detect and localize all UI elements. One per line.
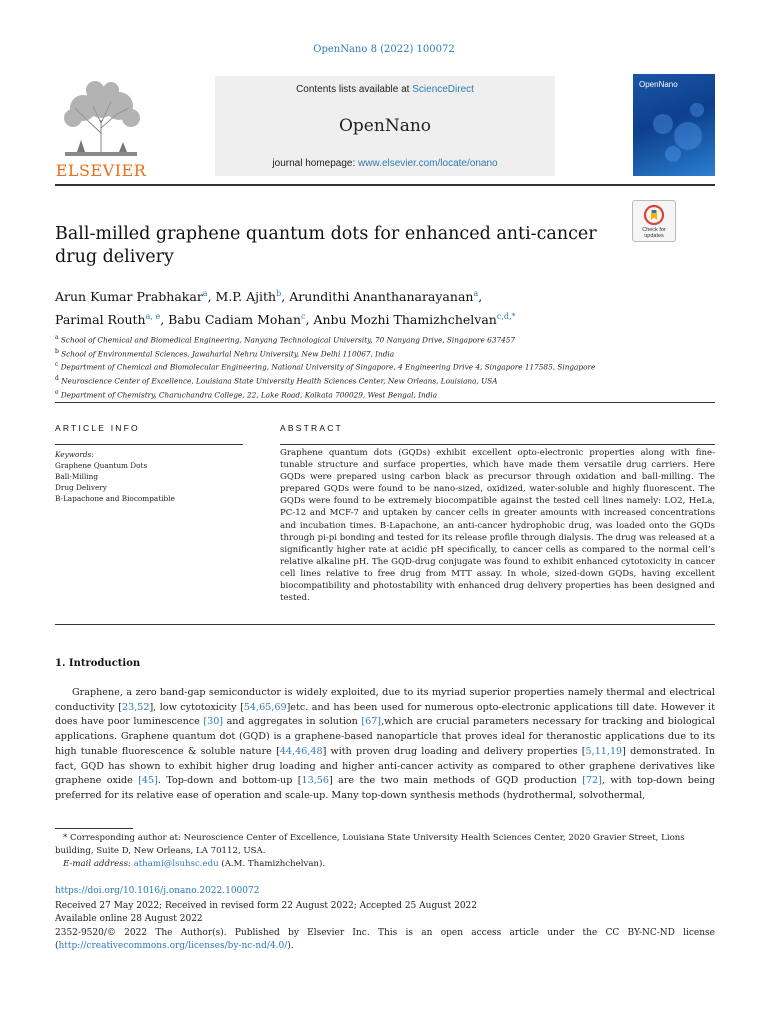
affiliation-key: c bbox=[55, 361, 59, 369]
citation-link[interactable]: [30] bbox=[203, 716, 224, 728]
journal-reference[interactable]: OpenNano 8 (2022) 100072 bbox=[313, 44, 455, 55]
affiliation-text: Department of Chemical and Biomolecular Engineering, National University of Singapore, 4 Engineering Drive 4, Singapore 117585, Singapore bbox=[60, 362, 596, 372]
article-title: Ball-milled graphene quantum dots for enhanced anti-cancer drug delivery bbox=[55, 224, 597, 267]
author-name[interactable]: Arun Kumar Prabhakar bbox=[55, 289, 203, 305]
affiliation-item bbox=[55, 359, 715, 373]
author-email-link[interactable]: athami@lsuhsc.edu bbox=[133, 859, 219, 869]
journal-header bbox=[55, 72, 715, 186]
cover-title: OpenNano bbox=[639, 80, 678, 89]
received-dates: Received 27 May 2022; Received in revised form 22 August 2022; Accepted 25 August 2022 bbox=[55, 901, 477, 911]
citation-link[interactable]: [72] bbox=[582, 775, 602, 787]
abstract-heading: ABSTRACT bbox=[280, 423, 343, 433]
elsevier-wordmark: ELSEVIER bbox=[55, 161, 147, 180]
journal-homepage-link[interactable]: www.elsevier.com/locate/onano bbox=[358, 158, 498, 169]
check-for-updates-button[interactable] bbox=[632, 200, 676, 242]
paragraph-text: ,which are crucial parameters necessary for tracking and biological applications. Graphene quantum dot (GQD) is a graphene-based nanoparticle that proves ideal for theranostic applications due to its high tunable fluorescence & soluble nature [ bbox=[55, 716, 715, 757]
author-name[interactable]: M.P. Ajith bbox=[215, 289, 277, 305]
check-updates-label: Check for updates bbox=[642, 227, 666, 239]
keywords-block bbox=[55, 450, 245, 505]
paragraph-text: and aggregates in solution bbox=[223, 716, 362, 728]
license-link[interactable]: http://creativecommons.org/licenses/by-nc-nd/4.0/ bbox=[58, 941, 288, 951]
author-separator: , bbox=[207, 289, 216, 305]
affiliation-text: Department of Chemistry, Charuchandra College, 22, Lake Road, Kolkata 700029, West Bengal, India bbox=[60, 390, 438, 400]
author-separator: , bbox=[281, 289, 290, 305]
citation-link[interactable]: 13,56 bbox=[301, 775, 329, 787]
author-affiliation-marker[interactable]: c bbox=[301, 312, 306, 322]
homepage-line bbox=[215, 158, 555, 169]
introduction-heading: 1. Introduction bbox=[55, 658, 141, 669]
author-name[interactable]: Arundithi Ananthanarayanan bbox=[289, 289, 474, 305]
affiliation-text: School of Chemical and Biomedical Engineering, Nanyang Technological University, 70 Nanyang Drive, Singapore 637457 bbox=[60, 335, 516, 345]
author-name[interactable]: Babu Cadiam Mohan bbox=[168, 312, 302, 328]
email-suffix: (A.M. Thamizhchelvan). bbox=[218, 859, 326, 869]
cover-pattern-icon bbox=[633, 74, 715, 176]
author-separator: , bbox=[478, 289, 483, 305]
paragraph-text: ] demonstrated. In fact, GQD has shown to exhibit higher drug loading and higher anti-cancer activity as compared to other graphene derivatives like graphene oxide bbox=[55, 745, 715, 787]
contents-prefix: Contents lists available at bbox=[296, 84, 413, 95]
sciencedirect-link[interactable]: ScienceDirect bbox=[412, 84, 474, 95]
citation-link[interactable]: [67] bbox=[361, 716, 382, 728]
author-separator: , bbox=[160, 312, 169, 328]
affiliation-text: Neuroscience Center of Excellence, Louisiana State University Health Sciences Center, New Orleans, Louisiana, USA bbox=[61, 376, 498, 386]
abstract-text: Graphene quantum dots (GQDs) exhibit excellent opto-electronic properties along with fine-tunable structure and surface properties, which have made them versatile drug carriers. Here GQDs were prepared using carbon black as precursor through oxidation and ball-milling. The prepared GQDs were found to be nano-sized, oxidized, water-soluble and highly fluorescent. The GQDs were found to be extremely biocompatible against the tested cell lines namely: LO2, HeLa, PC-12 and MCF-7 and uptaken by cancer cells in greater amounts with increased concentrations and incubation times. B-Lapachone, an anti-cancer hydrophobic drug, was loaded onto the GQDs through pi-pi bonding and tested for its release profile through dialysis. The drug was released at a significantly higher rate at acidic pH specifically, to cancer cells as compared to the normal cell’s relative alkaline pH. The GQD-drug conjugate was found to exhibit enhanced cytotoxicity in cancer cell lines relative to free drug from MTT assay. In whole, sized-down GQDs, having excellent biocompatibility and photostability with enhanced drug delivery properties has been designed and tested. bbox=[280, 448, 715, 604]
abstract-divider bbox=[55, 624, 715, 625]
doi-link[interactable]: https://doi.org/10.1016/j.onano.2022.100072 bbox=[55, 886, 260, 896]
email-label: E-mail address: bbox=[63, 859, 131, 869]
paragraph-text: . Top-down and bottom-up [ bbox=[157, 775, 302, 787]
affiliation-item bbox=[55, 346, 715, 360]
elsevier-tree-logo[interactable] bbox=[55, 78, 147, 180]
license-suffix: ). bbox=[287, 941, 294, 951]
email-note bbox=[55, 858, 715, 871]
header-divider bbox=[55, 402, 715, 403]
license-statement bbox=[55, 927, 715, 953]
affiliation-list bbox=[55, 332, 715, 401]
author-affiliation-marker[interactable]: c,d,* bbox=[496, 312, 516, 322]
article-info-heading: ARTICLE INFO bbox=[55, 423, 140, 433]
journal-cover-image[interactable] bbox=[633, 74, 715, 176]
author-affiliation-marker[interactable]: a, e bbox=[145, 312, 161, 322]
citation-link[interactable]: 44,46,48 bbox=[279, 745, 323, 757]
author-separator: , bbox=[305, 312, 314, 328]
affiliation-item bbox=[55, 387, 715, 401]
tree-icon bbox=[55, 78, 147, 158]
journal-name: OpenNano bbox=[338, 116, 432, 136]
keyword-item: Drug Delivery bbox=[55, 482, 107, 492]
keyword-item: B-Lapachone and Biocompatible bbox=[55, 493, 175, 503]
affiliation-key: a bbox=[55, 334, 59, 341]
citation-link[interactable]: [45] bbox=[138, 775, 158, 787]
keyword-item: Graphene Quantum Dots bbox=[55, 460, 148, 470]
affiliation-key: b bbox=[55, 347, 59, 355]
introduction-paragraph bbox=[55, 686, 715, 804]
paragraph-text: ], low cytotoxicity [ bbox=[149, 701, 244, 713]
citation-link[interactable]: 54,65,69 bbox=[243, 701, 287, 713]
paragraph-text: ]etc. and has been used for numerous opto-electronic applications till date. However it does have poor luminescence bbox=[55, 701, 715, 728]
affiliation-key: d bbox=[55, 375, 59, 383]
corresponding-author-note: * Corresponding author at: Neuroscience Center of Excellence, Louisiana State University Health Sciences Center, 2020 Gravier Street, Lions building, Suite D, New Orleans, LA 70112, USA. bbox=[55, 833, 685, 856]
contents-line bbox=[215, 84, 555, 95]
license-prefix: 2352-9520/© 2022 The Author(s). Published by Elsevier Inc. This is an open access article under the CC BY-NC-ND license ( bbox=[55, 928, 715, 951]
keyword-item: Ball-Milling bbox=[55, 471, 99, 481]
author-list bbox=[55, 284, 635, 330]
affiliation-key: e bbox=[55, 388, 59, 396]
footnotes bbox=[55, 832, 715, 871]
author-name[interactable]: Anbu Mozhi Thamizhchelvan bbox=[313, 312, 497, 328]
bookmark-ribbon-icon bbox=[642, 204, 666, 228]
available-online-date: Available online 28 August 2022 bbox=[55, 914, 203, 924]
footnote-rule bbox=[55, 828, 133, 829]
affiliation-item bbox=[55, 373, 715, 387]
keywords-label: Keywords: bbox=[55, 450, 94, 459]
homepage-prefix: journal homepage: bbox=[272, 158, 359, 169]
paragraph-text: ] with proven drug loading and delivery properties [ bbox=[322, 745, 586, 757]
abstract-rule bbox=[280, 444, 715, 445]
header-center-panel bbox=[215, 76, 555, 176]
affiliation-text: School of Environmental Sciences, Jawaharlal Nehru University, New Delhi 110067, India bbox=[61, 349, 395, 359]
author-affiliation-marker[interactable]: a bbox=[202, 289, 208, 298]
article-info-rule bbox=[55, 444, 243, 445]
paragraph-text: , with top-down being preferred for its relative ease of operation and scale-up. Many top-down synthesis methods (hydrothermal, solvothermal, bbox=[55, 775, 715, 801]
paragraph-text: Graphene, a zero band-gap semiconductor is widely exploited, due to its myriad superior properties namely thermal and electrical conductivity [ bbox=[55, 687, 715, 713]
affiliation-item bbox=[55, 332, 715, 346]
author-name[interactable]: Parimal Routh bbox=[55, 312, 146, 328]
author-affiliation-marker[interactable]: a bbox=[473, 289, 479, 298]
paragraph-text: ] are the two main methods of GQD production bbox=[328, 775, 583, 787]
citation-link[interactable]: 23,52 bbox=[121, 701, 150, 713]
citation-link[interactable]: 5,11,19 bbox=[585, 745, 623, 757]
author-affiliation-marker[interactable]: b bbox=[276, 289, 282, 298]
